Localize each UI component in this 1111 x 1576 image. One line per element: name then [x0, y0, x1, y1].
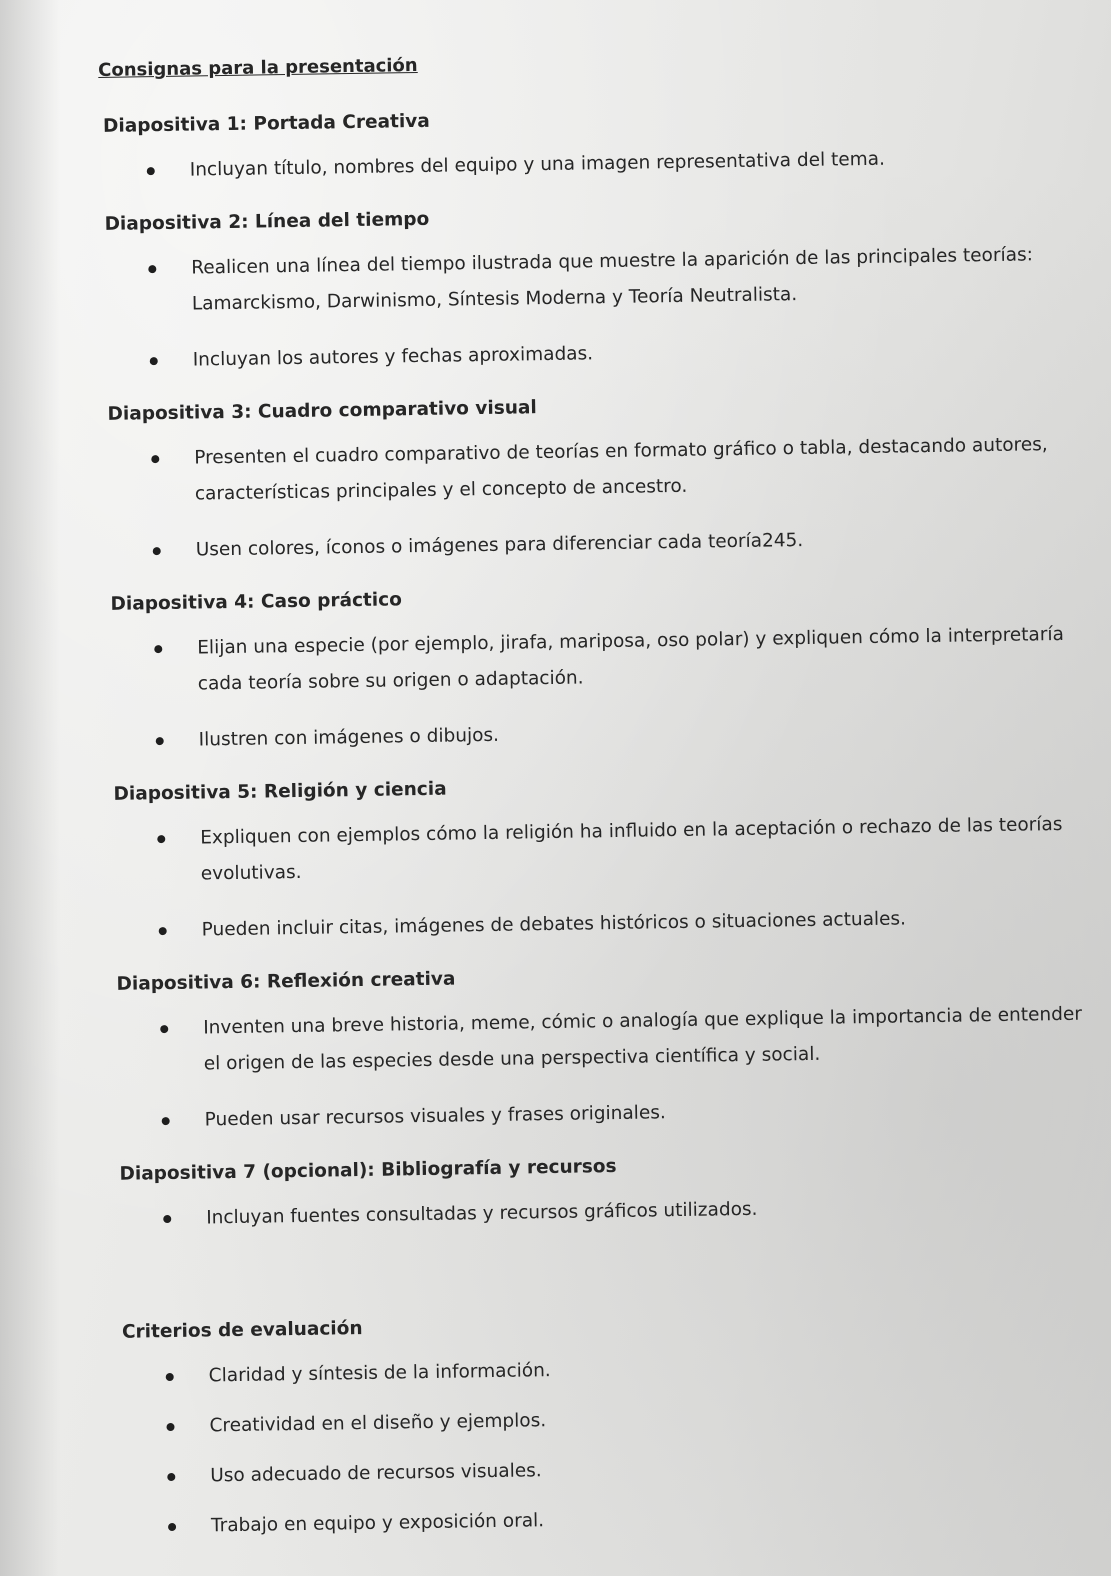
- bullet-list: [110, 806, 1102, 950]
- document-title: Consignas para la presentación: [98, 54, 418, 81]
- list-item: Realicen una línea del tiempo ilustrada que muestre la aparición de las principales teorías: Lamarckismo, Darwinismo, Síntesis Moderna y Teoría Neutralista.: [101, 236, 1092, 324]
- slide-section-4: [106, 576, 1099, 760]
- slide-section-7: [115, 1146, 1106, 1238]
- criteria-heading: Criterios de evaluación: [121, 1318, 363, 1343]
- criteria-section: [118, 1304, 1111, 1546]
- slide-heading: Diapositiva 6: Reflexión creativa: [116, 968, 456, 995]
- list-item: Elijan una especie (por ejemplo, jirafa, mariposa, oso polar) y expliquen cómo la interpretaría cada teoría sobre su origen o adaptación.: [107, 616, 1098, 704]
- list-item: Claridad y síntesis de la información.: [118, 1344, 1108, 1396]
- bullet-list: [107, 616, 1099, 760]
- page-edge-shadow: [0, 0, 60, 1576]
- list-item: Expliquen con ejemplos cómo la religión ha influido en la aceptación o rechazo de las teorías evolutivas.: [110, 806, 1101, 894]
- bullet-list: [100, 138, 1090, 190]
- slide-heading: Diapositiva 3: Cuadro comparativo visual: [107, 397, 537, 425]
- slide-section-5: [109, 766, 1102, 950]
- bullet-list: [116, 1186, 1106, 1238]
- slide-heading: Diapositiva 2: Línea del tiempo: [104, 208, 430, 235]
- slide-heading: Diapositiva 7 (opcional): Bibliografía y recursos: [119, 1155, 617, 1185]
- list-item: Inventen una breve historia, meme, cómic o analogía que explique la importancia de entender el origen de las especies desde una perspectiva científica y social.: [113, 996, 1104, 1084]
- bullet-list: [101, 236, 1093, 380]
- list-item: Pueden usar recursos visuales y frases originales.: [114, 1088, 1104, 1140]
- list-item: Uso adecuado de recursos visuales.: [120, 1444, 1110, 1496]
- list-item: Incluyan fuentes consultadas y recursos gráficos utilizados.: [116, 1186, 1106, 1238]
- list-item: Usen colores, íconos o imágenes para diferenciar cada teoría245.: [105, 518, 1095, 570]
- bullet-list: [104, 426, 1096, 570]
- slide-section-2: [100, 196, 1093, 380]
- bullet-list: [113, 996, 1105, 1140]
- slide-heading: Diapositiva 1: Portada Creativa: [102, 110, 430, 137]
- list-item: Incluyan título, nombres del equipo y una imagen representativa del tema.: [100, 138, 1090, 190]
- slide-heading: Diapositiva 5: Religión y ciencia: [113, 778, 447, 805]
- list-item: Ilustren con imágenes o dibujos.: [108, 708, 1098, 760]
- slide-section-6: [112, 956, 1105, 1140]
- list-item: Trabajo en equipo y exposición oral.: [121, 1494, 1111, 1546]
- list-item: Pueden incluir citas, imágenes de debates históricos o situaciones actuales.: [111, 898, 1101, 950]
- list-item: Creatividad en el diseño y ejemplos.: [119, 1394, 1109, 1446]
- criteria-list: [118, 1344, 1111, 1546]
- document-content: [98, 42, 1111, 1567]
- slide-heading: Diapositiva 4: Caso práctico: [110, 589, 402, 615]
- slide-section-3: [103, 386, 1096, 570]
- list-item: Presenten el cuadro comparativo de teorías en formato gráfico o tabla, destacando autores, características principales y el concepto de ancestro.: [104, 426, 1095, 514]
- slide-section-1: [99, 98, 1090, 190]
- list-item: Incluyan los autores y fechas aproximadas.: [102, 328, 1092, 380]
